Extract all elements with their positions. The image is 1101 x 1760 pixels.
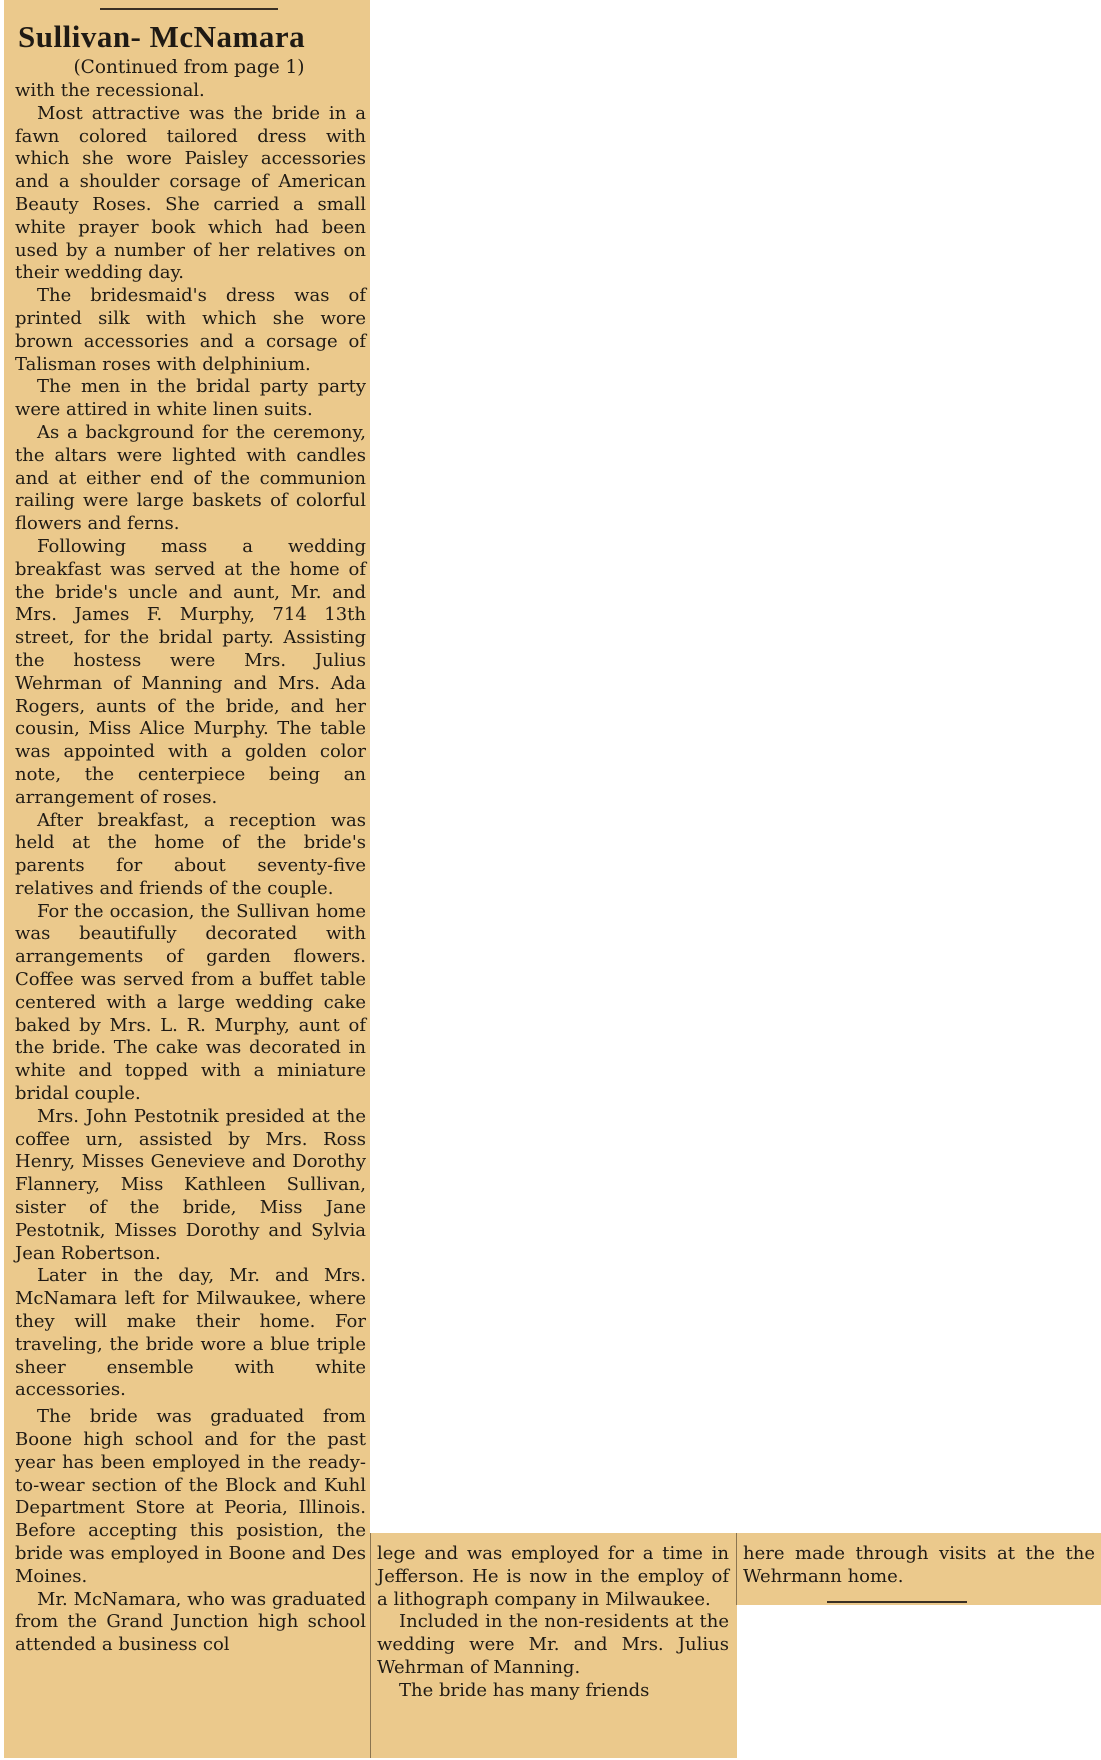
paragraph: As a background for the ceremony, the altars were lighted with candles and at either end of the communion railing were large baskets of colorful flowers and ferns. (15, 421, 366, 535)
end-rule (827, 1601, 967, 1603)
paragraph: Later in the day, Mr. and Mrs. McNamara left for Milwaukee, where they will make their home. For traveling, the bride wore a blue triple sheer ensemble with white accessories. (15, 1265, 366, 1401)
paragraph: The bridesmaid's dress was of printed silk with which she wore brown accessories and a corsage of Talisman roses with delphinium. (15, 285, 366, 375)
clipping-column-1 (4, 0, 370, 1758)
article-body-column-1 (15, 80, 366, 1657)
paragraph: Included in the non-residents at the wedding were Mr. and Mrs. Julius Wehrman of Manning. (377, 1611, 729, 1678)
paragraph: The bride was graduated from Boone high school and for the past year has been employed in the ready-to-wear section of the Block and Kuhl Department Store at Peoria, Illinois. Before accepting this posistion, the bride was employed in Boone and Des Moines. (15, 1406, 366, 1587)
paragraph: with the recessional. (15, 80, 205, 101)
headline: Sullivan- McNamara (18, 19, 306, 54)
clipping-column-2 (370, 1533, 737, 1758)
paragraph: After breakfast, a reception was held at the home of the bride's parents for about seventy-five relatives and friends of the couple. (15, 809, 366, 899)
article-body-column-3 (743, 1543, 1095, 1589)
clipping-column-3 (736, 1533, 1101, 1605)
paragraph: Most attractive was the bride in a fawn colored tailored dress with which she wore Paisley accessories and a shoulder corsage of American Beauty Roses. She carried a small white prayer book which had been used by a number of her relatives on their wedding day. (15, 102, 366, 284)
paragraph: For the occasion, the Sullivan home was beautifully decorated with arrangements of garden flowers. Coffee was served from a buffet table centered with a large wedding cake baked by Mrs. L. R. Murphy, aunt of the bride. The cake was decorated in white and topped with a miniature bridal couple. (15, 900, 366, 1105)
paragraph: The bride has many friends (399, 1679, 650, 1701)
article-body-column-2 (377, 1543, 729, 1703)
paragraph: Mrs. John Pestotnik presided at the coffee urn, assisted by Mrs. Ross Henry, Misses Genevieve and Dorothy Flannery, Miss Kathleen Sullivan, sister of the bride, Miss Jane Pestotnik, Misses Dorothy and Sylvia Jean Robertson. (15, 1105, 366, 1264)
paragraph: Following mass a wedding breakfast was served at the home of the bride's uncle and aunt, Mr. and Mrs. James F. Murphy, 714 13th street, for the bridal party. Assisting the hostess were Mrs. Julius Wehrman of Manning and Mrs. Ada Rogers, aunts of the bride, and her cousin, Miss Alice Murphy. The table was appointed with a golden color note, the centerpiece being an arrangement of roses. (15, 535, 366, 808)
continued-note: (Continued from page 1) (73, 57, 305, 78)
top-rule (100, 8, 278, 10)
paragraph: Mr. McNamara, who was graduated from the Grand Junction high school attended a business col (15, 1588, 366, 1656)
paragraph: lege and was employed for a time in Jefferson. He is now in the employ of a lithograph company in Milwaukee. (377, 1543, 729, 1610)
paragraph: here made through visits at the the Wehrmann home. (743, 1543, 1095, 1587)
paragraph: The men in the bridal party party were attired in white linen suits. (15, 376, 366, 421)
